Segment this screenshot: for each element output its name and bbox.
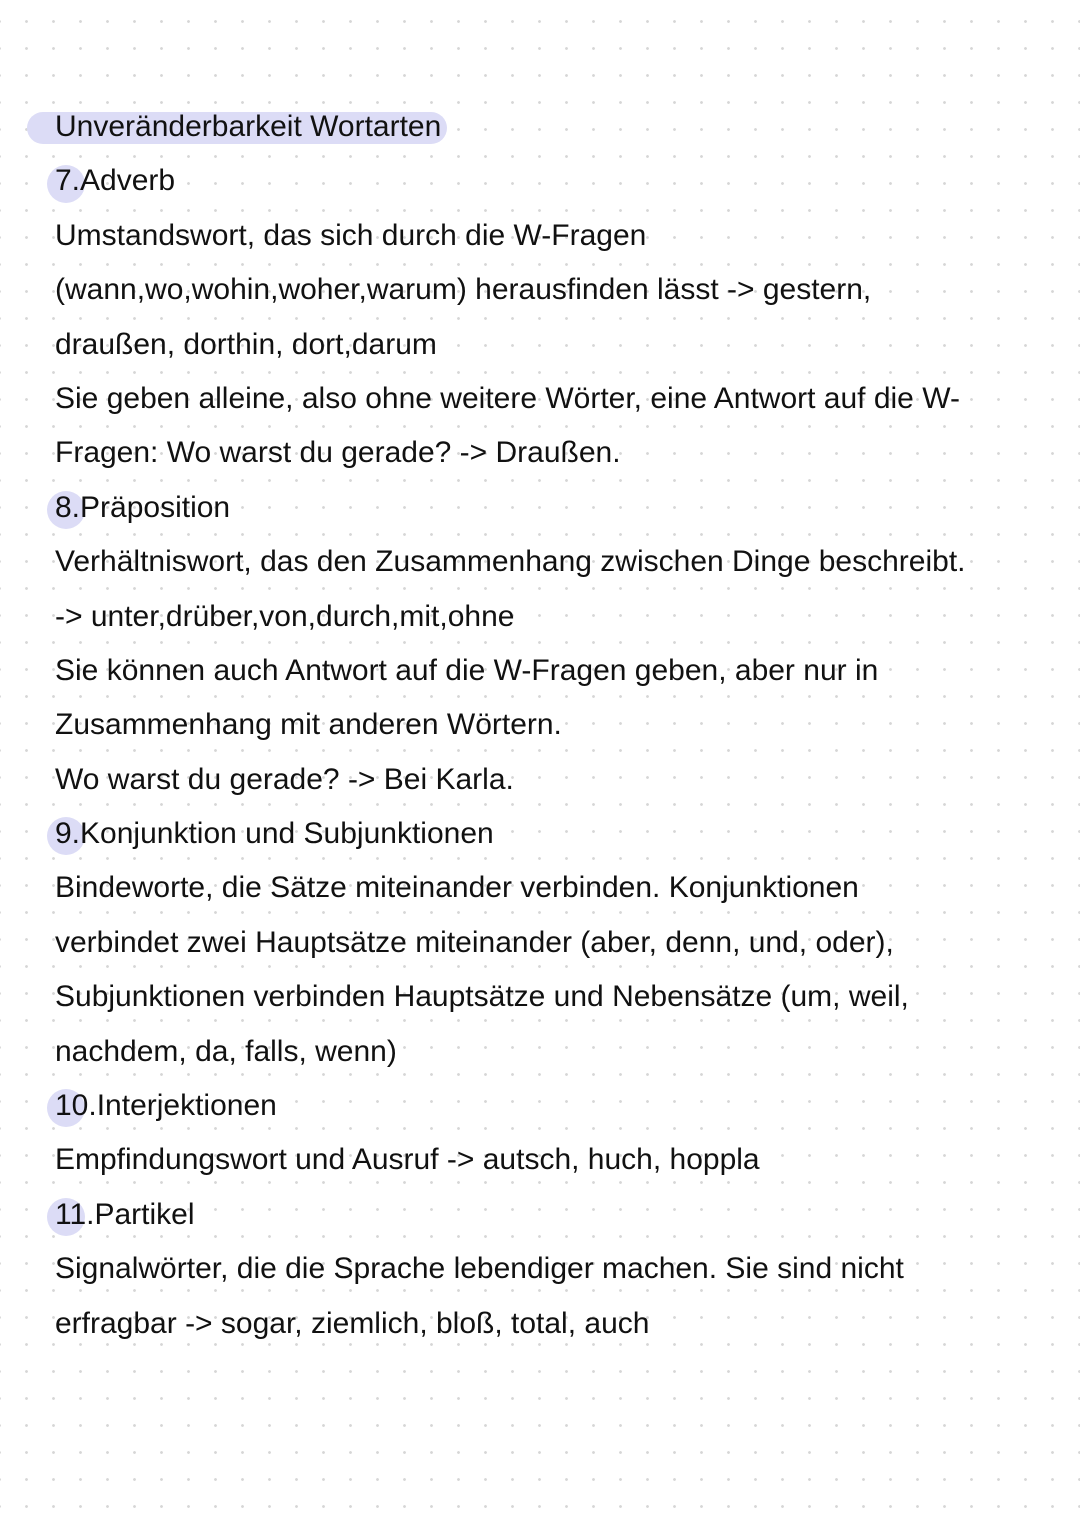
section-heading-text: Konjunktion und Subjunktionen bbox=[80, 817, 494, 851]
section-heading-text: Präposition bbox=[80, 490, 231, 524]
section-heading bbox=[55, 1079, 1055, 1133]
section-text-line: Zusammenhang mit anderen Wörtern. bbox=[55, 708, 562, 742]
section-text-line: -> unter,drüber,von,durch,mit,ohne bbox=[55, 599, 515, 633]
section-text-line: Fragen: Wo warst du gerade? -> Draußen. bbox=[55, 436, 621, 470]
section-text-line: erfragbar -> sogar, ziemlich, bloß, total, auch bbox=[55, 1306, 650, 1340]
section-heading bbox=[55, 154, 1055, 208]
section-number bbox=[55, 1079, 97, 1133]
section-text-line: Wo warst du gerade? -> Bei Karla. bbox=[55, 762, 514, 796]
section-heading-text: Adverb bbox=[80, 164, 176, 198]
section-heading-text: Interjektionen bbox=[96, 1089, 277, 1123]
section-heading bbox=[55, 807, 1055, 861]
section-text-line: Subjunktionen verbinden Hauptsätze und Nebensätze (um, weil, bbox=[55, 980, 909, 1014]
section-number-text: 10. bbox=[55, 1089, 97, 1123]
section-number bbox=[55, 1188, 94, 1242]
section-number-text: 9. bbox=[55, 817, 81, 851]
section-number bbox=[55, 807, 80, 861]
section-heading bbox=[55, 1188, 1055, 1242]
page-title-line bbox=[55, 100, 1055, 154]
section-text-line: Umstandswort, das sich durch die W-Fragen bbox=[55, 218, 647, 252]
section-text-line: Sie können auch Antwort auf die W-Fragen geben, aber nur in bbox=[55, 653, 879, 687]
section-text-line: Sie geben alleine, also ohne weitere Wörter, eine Antwort auf die W- bbox=[55, 381, 960, 415]
section-number-text: 8. bbox=[55, 490, 81, 524]
section-text-line: draußen, dorthin, dort,darum bbox=[55, 327, 437, 361]
notes-page bbox=[55, 100, 1055, 1351]
section-heading-text: Partikel bbox=[94, 1197, 195, 1231]
section-number bbox=[55, 154, 80, 208]
section-text-line: nachdem, da, falls, wenn) bbox=[55, 1034, 397, 1068]
section-text-line: Signalwörter, die die Sprache lebendiger machen. Sie sind nicht bbox=[55, 1252, 904, 1286]
section-text-line: Empfindungswort und Ausruf -> autsch, huch, hoppla bbox=[55, 1143, 760, 1177]
section-text-line: verbindet zwei Hauptsätze miteinander (aber, denn, und, oder), bbox=[55, 925, 894, 959]
section-heading bbox=[55, 481, 1055, 535]
section-number bbox=[55, 481, 80, 535]
page-title: Unveränderbarkeit Wortarten bbox=[55, 100, 441, 154]
section-number-text: 11. bbox=[55, 1197, 95, 1231]
sections bbox=[55, 154, 1055, 1351]
section-text-line: (wann,wo,wohin,woher,warum) herausfinden lässt -> gestern, bbox=[55, 273, 872, 307]
section-text-line: Bindeworte, die Sätze miteinander verbinden. Konjunktionen bbox=[55, 871, 859, 905]
section-text-line: Verhältniswort, das den Zusammenhang zwischen Dinge beschreibt. bbox=[55, 545, 966, 579]
section-number-text: 7. bbox=[55, 164, 81, 198]
